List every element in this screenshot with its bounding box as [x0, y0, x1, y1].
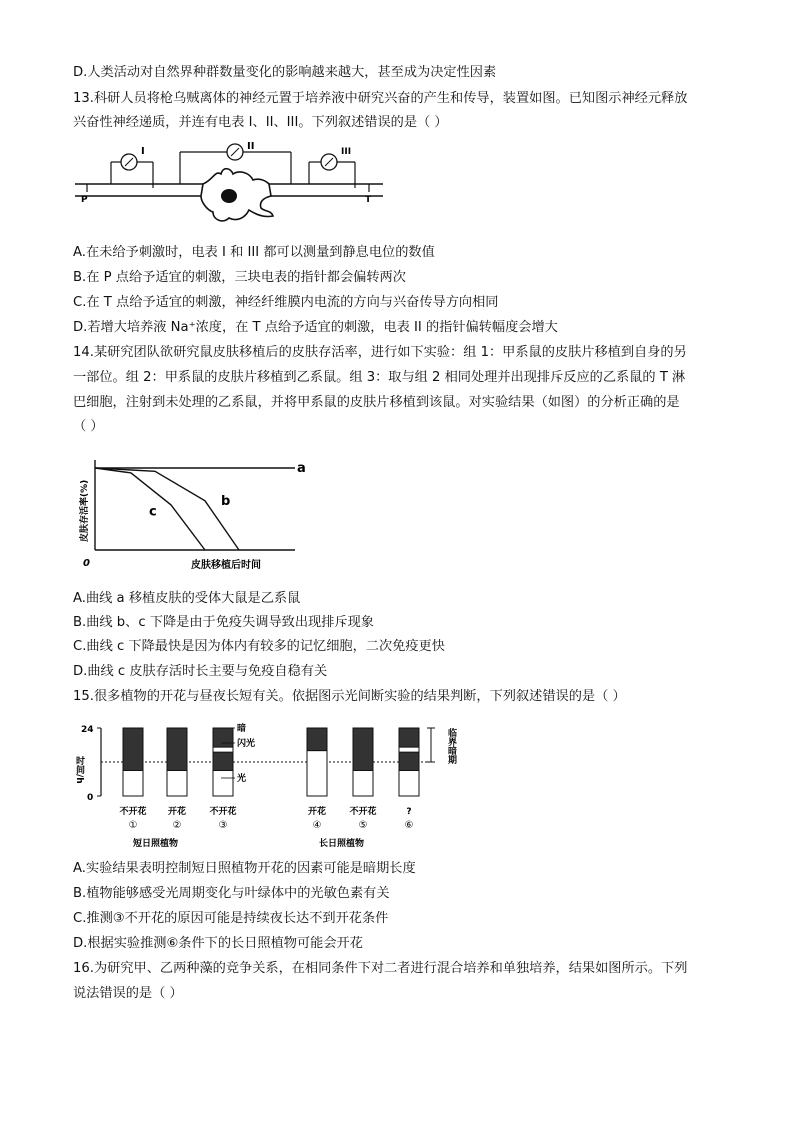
bar-number-label: ③ — [218, 820, 228, 831]
bar-result-label: 开花 — [167, 807, 187, 817]
y-axis-top-label: 24 — [81, 725, 94, 735]
q16-stem-line2: 说法错误的是（ ） — [73, 986, 183, 1001]
photoperiod-bar-4 — [307, 728, 327, 831]
q15-option-c: C.推测③不开花的原因可能是持续夜长达不到开花条件 — [73, 911, 389, 926]
y-axis-label: 时间/h — [74, 756, 84, 784]
legend-light-label: 光 — [237, 774, 247, 784]
meter-i-label: I — [141, 146, 145, 157]
skin-survival-chart — [73, 446, 313, 576]
q14-option-a: A.曲线 a 移植皮肤的受体大鼠是乙系鼠 — [73, 591, 301, 606]
q12-option-d: D.人类活动对自然界种群数量变化的影响越来越大，甚至成为决定性因素 — [73, 65, 497, 80]
legend-flash-label: 闪光 — [237, 739, 256, 749]
bar-number-label: ② — [172, 820, 182, 831]
point-t-label: T — [365, 195, 372, 205]
meter-ii-label: II — [247, 141, 255, 152]
chart-origin-label: 0 — [83, 558, 90, 569]
neuron-nucleus — [221, 189, 237, 203]
series-b-label: b — [221, 493, 231, 509]
neuron-cell-body — [201, 169, 273, 221]
q14-stem-line4: （ ） — [73, 419, 104, 434]
neuron-figure — [73, 140, 385, 232]
long-day-label: 长日照植物 — [319, 839, 365, 849]
meter-iii-label: III — [341, 147, 352, 157]
series-a-label: a — [297, 461, 306, 476]
bar-number-label: ⑥ — [404, 820, 414, 831]
flash-band — [399, 747, 419, 752]
photoperiod-bar-6 — [399, 728, 419, 831]
bar-number-label: ① — [128, 820, 138, 831]
q15-option-b: B.植物能够感受光周期变化与叶绿体中的光敏色素有关 — [73, 886, 390, 901]
q13-option-c: C.在 T 点给予适宜的刺激，神经纤维膜内电流的方向与兴奋传导方向相同 — [73, 295, 499, 310]
q13-option-d: D.若增大培养液 Na⁺浓度，在 T 点给予适宜的刺激，电表 II 的指针偏转幅度会增大 — [73, 320, 558, 335]
bar-result-label: 不开花 — [119, 807, 147, 817]
q15-stem: 15.很多植物的开花与昼夜长短有关。依据图示光间断实验的结果判断，下列叙述错误的是（ ） — [73, 689, 626, 704]
short-day-label: 短日照植物 — [133, 839, 179, 849]
q14-stem-line2: 一部位。组 2：甲系鼠的皮肤片移植到乙系鼠。组 3：取与组 2 相同处理并出现排斥反应的乙系鼠的 T 淋 — [73, 370, 686, 385]
legend-dark-label: 暗 — [237, 724, 247, 734]
photoperiod-bar-5 — [349, 728, 376, 831]
series-c-label: c — [149, 504, 157, 520]
q15-option-a: A.实验结果表明控制短日照植物开花的因素可能是暗期长度 — [73, 861, 416, 876]
q15-option-d: D.根据实验推测⑥条件下的长日照植物可能会开花 — [73, 936, 363, 951]
point-p-label: P — [81, 195, 88, 205]
critical-dark-label: 临界暗期 — [446, 728, 456, 764]
photoperiod-figure — [73, 718, 473, 856]
y-axis-zero-label: 0 — [87, 793, 94, 803]
bar-result-label: 开花 — [307, 807, 327, 817]
q13-stem-line1: 13.科研人员将枪乌贼离体的神经元置于培养液中研究兴奋的产生和传导，装置如图。已知图示神经元释放 — [73, 91, 688, 106]
bar-number-label: ④ — [312, 820, 322, 831]
q13-option-b: B.在 P 点给予适宜的刺激，三块电表的指针都会偏转两次 — [73, 270, 406, 285]
q14-stem-line1: 14.某研究团队欲研究鼠皮肤移植后的皮肤存活率，进行如下实验：组 1：甲系鼠的皮肤片移植到自身的另 — [73, 345, 687, 360]
q13-option-a: A.在未给予刺激时，电表 I 和 III 都可以测量到静息电位的数值 — [73, 245, 435, 260]
photoperiod-bar-1 — [119, 728, 146, 831]
q14-stem-line3: 巴细胞，注射到未处理的乙系鼠，并将甲系鼠的皮肤片移植到该鼠。对实验结果（如图）的分析正确的是 — [73, 395, 680, 410]
q14-option-d: D.曲线 c 皮肤存活时长主要与免疫自稳有关 — [73, 664, 328, 679]
chart-x-axis-label: 皮肤移植后时间 — [191, 560, 261, 571]
bar-result-label: ? — [406, 807, 412, 817]
flash-band — [213, 747, 233, 752]
photoperiod-bar-3 — [209, 728, 236, 831]
bar-result-label: 不开花 — [349, 807, 377, 817]
bar-number-label: ⑤ — [358, 820, 368, 831]
photoperiod-bar-2 — [167, 728, 187, 831]
q13-stem-line2: 兴奋性神经递质，并连有电表 I、II、III。下列叙述错误的是（ ） — [73, 115, 448, 130]
q14-option-b: B.曲线 b、c 下降是由于免疫失调导致出现排斥现象 — [73, 615, 374, 630]
q16-stem-line1: 16.为研究甲、乙两种藻的竞争关系，在相同条件下对二者进行混合培养和单独培养，结果如图所示。下列 — [73, 961, 688, 976]
chart-y-axis-label: 皮肤存活率(%) — [80, 479, 90, 542]
q14-option-c: C.曲线 c 下降最快是因为体内有较多的记忆细胞，二次免疫更快 — [73, 639, 445, 654]
series-b-line — [95, 468, 239, 550]
bar-result-label: 不开花 — [209, 807, 237, 817]
